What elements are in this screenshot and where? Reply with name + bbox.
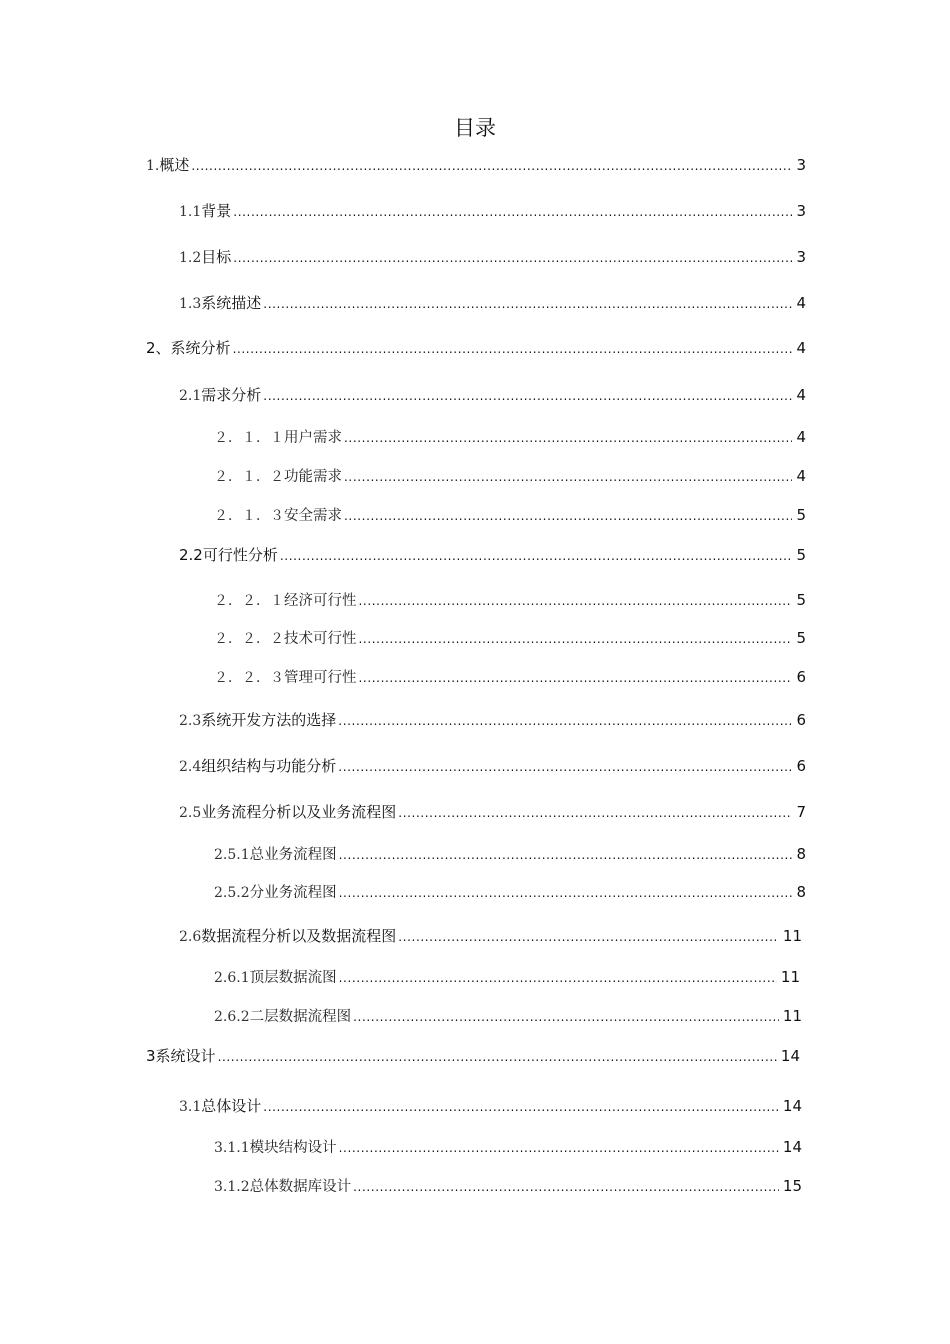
toc-entry-page: 5 (796, 591, 806, 609)
toc-entry[interactable] (179, 200, 806, 221)
toc-entry[interactable] (214, 666, 806, 687)
toc-entry-label: 分业务流程图 (249, 885, 337, 901)
toc-entry-number: ２．１．２ (214, 469, 284, 485)
toc-entry-label: 数据流程分析以及数据流程图 (201, 927, 397, 945)
toc-entry[interactable] (179, 709, 806, 730)
toc-entry-label: 总业务流程图 (249, 847, 337, 863)
toc-entry[interactable] (214, 465, 806, 486)
toc-entry-number: 2.6 (179, 929, 202, 945)
toc-entry-label: 系统设计 (155, 1047, 216, 1065)
toc-entry-page: 15 (782, 1177, 802, 1195)
toc-entry-page: 4 (796, 339, 806, 357)
toc-entry[interactable] (179, 384, 806, 405)
toc-entry-page: 14 (780, 1047, 800, 1065)
toc-entry-number: 3 (146, 1047, 156, 1065)
toc-entry-label: 业务流程分析以及业务流程图 (201, 803, 397, 821)
toc-entry-number: ２．１．３ (214, 508, 284, 524)
toc-entry[interactable] (214, 966, 800, 987)
toc-entry[interactable] (214, 627, 806, 648)
toc-entry-number: 3.1.2 (214, 1179, 250, 1195)
toc-entry-label: 管理可行性 (284, 670, 357, 686)
toc-entry[interactable] (146, 1045, 800, 1066)
toc-entry-page: 11 (780, 968, 800, 986)
toc-entry-number: 3.1.1 (214, 1140, 250, 1156)
toc-dot-leader (263, 297, 792, 311)
toc-dot-leader (233, 205, 792, 219)
toc-dot-leader (344, 431, 792, 445)
toc-entry-page: 8 (796, 883, 806, 901)
toc-entry-label: 需求分析 (201, 386, 262, 404)
toc-entry[interactable] (179, 801, 806, 822)
toc-entry[interactable] (179, 755, 806, 776)
toc-dot-leader (233, 342, 793, 356)
toc-entry-number: 1.1 (179, 204, 202, 220)
toc-entry-page: 8 (796, 845, 806, 863)
toc-entry-page: 11 (782, 1007, 802, 1025)
toc-entry[interactable] (179, 925, 802, 946)
toc-entry-label: 经济可行性 (284, 593, 357, 609)
toc-entry-page: 14 (782, 1097, 802, 1115)
toc-dot-leader (339, 1141, 779, 1155)
toc-dot-leader (339, 886, 793, 900)
toc-entry[interactable] (146, 337, 806, 358)
toc-entry[interactable] (179, 544, 806, 565)
toc-entry-page: 5 (796, 546, 806, 564)
toc-entry-number: 1.3 (179, 296, 202, 312)
toc-entry-label: 总体数据库设计 (249, 1179, 352, 1195)
toc-entry-page: 4 (796, 386, 806, 404)
toc-entry-page: 6 (796, 711, 806, 729)
toc-entry-page: 4 (796, 467, 806, 485)
toc-title: 目录 (454, 116, 496, 140)
toc-entry-number: 2.6.2 (214, 1009, 250, 1025)
toc-entry-label: 功能需求 (284, 469, 342, 485)
toc-dot-leader (191, 159, 792, 173)
toc-entry-number: 2.5.1 (214, 847, 250, 863)
toc-entry-label: 系统开发方法的选择 (201, 711, 337, 729)
toc-entry-label: 顶层数据流图 (249, 970, 337, 986)
toc-entry-number: 2.1 (179, 388, 202, 404)
toc-dot-leader (359, 594, 793, 608)
toc-entry-number: 1.2 (179, 250, 202, 266)
toc-entry-number: ２．２．１ (214, 593, 284, 609)
toc-dot-leader (398, 930, 779, 944)
toc-entry[interactable] (179, 1095, 802, 1116)
toc-dot-leader (339, 848, 793, 862)
toc-dot-leader (353, 1010, 779, 1024)
toc-entry-page: 7 (796, 803, 806, 821)
toc-dot-leader (263, 389, 792, 403)
toc-entry-number: 2.5.2 (214, 885, 250, 901)
toc-entry-label: 系统分析 (170, 339, 231, 357)
toc-entry[interactable] (214, 589, 806, 610)
toc-entry-number: 2.4 (179, 759, 202, 775)
toc-dot-leader (233, 251, 792, 265)
toc-entry-label: 目标 (201, 248, 232, 266)
toc-dot-leader (359, 671, 793, 685)
toc-dot-leader (338, 760, 792, 774)
toc-dot-leader (338, 714, 792, 728)
toc-entry-label: 系统描述 (201, 294, 262, 312)
toc-entry-page: 5 (796, 506, 806, 524)
toc-entry-number: 2.3 (179, 713, 202, 729)
toc-dot-leader (280, 549, 793, 563)
toc-entry-label: 技术可行性 (284, 631, 357, 647)
toc-entry-page: 4 (796, 428, 806, 446)
toc-entry-label: 背景 (201, 202, 232, 220)
toc-entry-page: 4 (796, 294, 806, 312)
toc-entry-label: 模块结构设计 (249, 1140, 337, 1156)
toc-entry-page: 3 (796, 248, 806, 266)
toc-dot-leader (398, 806, 792, 820)
toc-dot-leader (263, 1100, 779, 1114)
toc-entry-number: 2.5 (179, 805, 202, 821)
toc-entry-label: 可行性分析 (202, 546, 278, 564)
toc-entry[interactable] (214, 504, 806, 525)
toc-entry[interactable] (214, 1005, 802, 1026)
toc-dot-leader (359, 632, 793, 646)
toc-entry-number: ２．１．１ (214, 430, 284, 446)
toc-entry-label: 用户需求 (284, 430, 342, 446)
toc-entry-label: 概述 (159, 156, 190, 174)
toc-entry-label: 总体设计 (201, 1097, 262, 1115)
toc-entry[interactable] (179, 292, 806, 313)
toc-dot-leader (344, 470, 792, 484)
toc-entry[interactable] (214, 843, 806, 864)
toc-dot-leader (353, 1180, 779, 1194)
toc-entry[interactable] (214, 1136, 802, 1157)
toc-entry-page: 6 (796, 757, 806, 775)
toc-entry[interactable] (146, 154, 806, 175)
toc-entry-page: 6 (796, 668, 806, 686)
toc-entry-number: 1. (146, 158, 160, 174)
toc-entry[interactable] (214, 1175, 802, 1196)
toc-entry-page: 3 (796, 202, 806, 220)
toc-dot-leader (339, 971, 777, 985)
toc-entry-number: 2.2 (179, 546, 203, 564)
toc-entry-number: ２．２．２ (214, 631, 284, 647)
toc-entry[interactable] (179, 246, 806, 267)
toc-entry-number: 2.6.1 (214, 970, 250, 986)
toc-entry-number: 2、 (146, 339, 171, 357)
toc-entry[interactable] (214, 881, 806, 902)
toc-dot-leader (218, 1050, 777, 1064)
toc-dot-leader (344, 509, 792, 523)
toc-entry-label: 组织结构与功能分析 (201, 757, 337, 775)
toc-entry-number: 3.1 (179, 1099, 202, 1115)
toc-entry-page: 3 (796, 156, 806, 174)
toc-entry-label: 安全需求 (284, 508, 342, 524)
toc-entry-number: ２．２．３ (214, 670, 284, 686)
toc-entry[interactable] (214, 426, 806, 447)
toc-entry-label: 二层数据流程图 (249, 1009, 352, 1025)
toc-entry-page: 11 (782, 927, 802, 945)
toc-entry-page: 14 (782, 1138, 802, 1156)
toc-entry-page: 5 (796, 629, 806, 647)
